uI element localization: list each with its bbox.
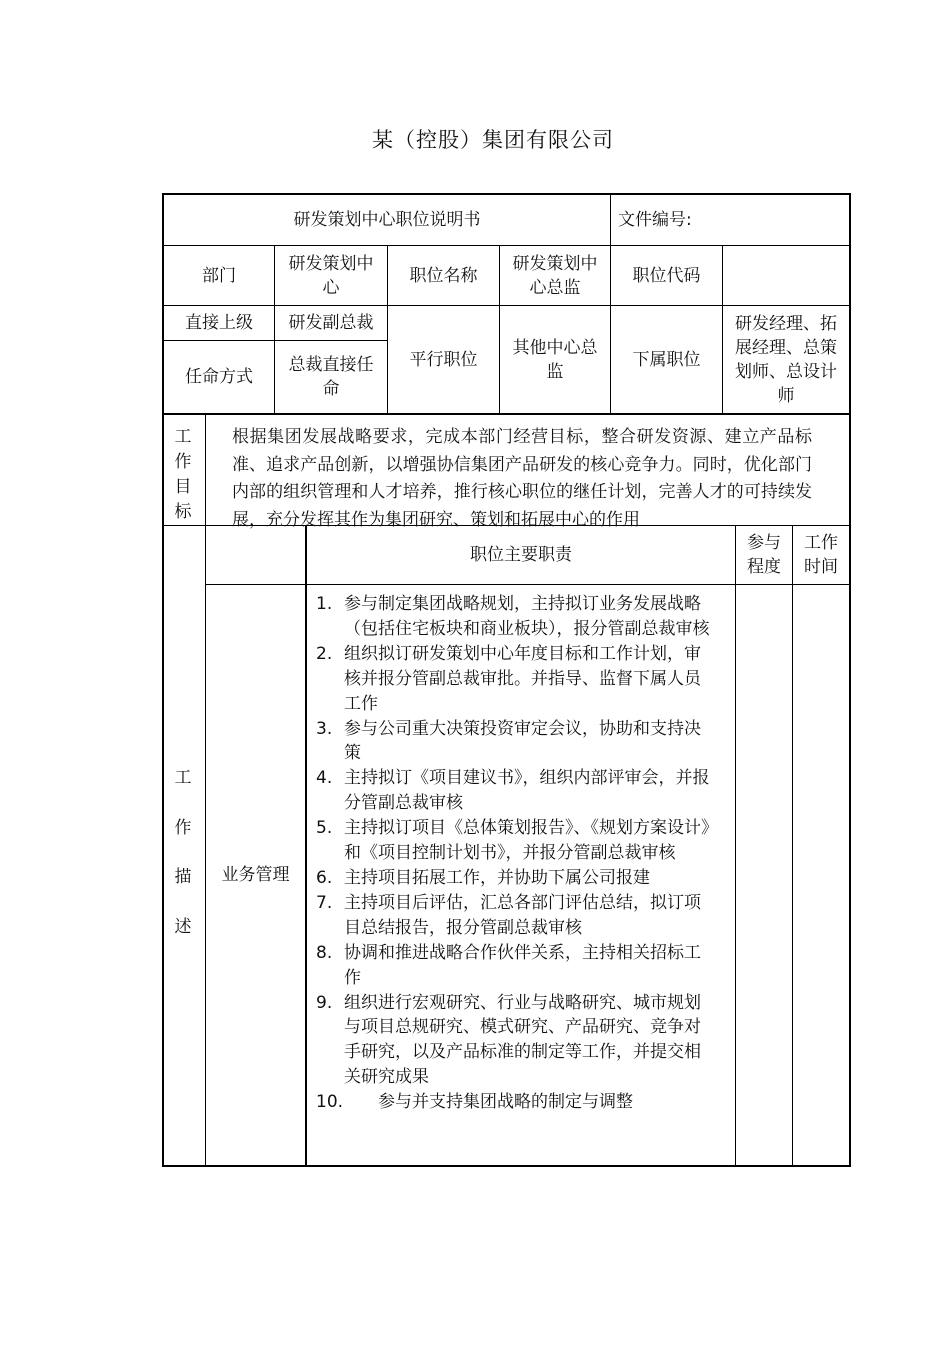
duty-number: 7. [316,892,333,913]
category-label: 业务管理 [221,865,290,885]
description-label-char: 作 [174,818,192,838]
duty-text: 组织进行宏观研究、行业与战略研究、城市规划与项目总规研究、模式研究、产品研究、竞争对手研究，以及产品标准的制定等工作，并提交相关研究成果 [344,992,701,1088]
code-label: 职位代码 [632,265,701,286]
duties-column-header: 职位主要职责 [470,545,572,565]
duty-item [316,816,716,866]
superior-value: 研发副总裁 [288,313,374,333]
goal-label-char: 工 [174,427,192,447]
subordinate-value: 研发经理、拓展经理、总策划师、总设计师 [735,313,837,406]
parallel-label: 平行职位 [409,349,478,370]
duty-text: 参与制定集团战略规划，主持拟订业务发展战略（包括住宅板块和商业板块），报分管副总裁审核 [344,594,710,639]
description-label-char: 描 [174,867,192,887]
participation-column-header: 参与程度 [747,533,781,577]
duty-item [316,991,716,1091]
goal-label-char: 目 [174,477,192,497]
duty-number: 4. [316,768,333,789]
appoint-label: 任命方式 [185,367,253,387]
duty-item [316,1090,716,1115]
table-border-right [849,193,851,1167]
duty-number: 2. [316,643,333,664]
duty-text: 主持项目后评估，汇总各部门评估总结，拟订项目总结报告，报分管副总裁审核 [344,892,701,938]
duty-number: 9. [316,992,333,1013]
work-time-column-header: 工作时间 [804,533,838,577]
description-label-char: 工 [174,768,192,788]
company-title: 某（控股）集团有限公司 [372,128,614,152]
col-divider [735,525,736,1167]
duty-item [316,642,716,717]
duty-number: 3. [316,718,333,739]
file-number-label: 文件编号: [618,210,692,230]
dept-label: 部门 [202,265,236,286]
duty-number: 1. [316,594,333,614]
duties-list [316,592,716,1115]
duty-number: 10. [316,1092,344,1113]
description-label-char: 述 [174,917,192,937]
superior-label: 直接上级 [185,313,253,333]
duty-text: 主持项目拓展工作，并协助下属公司报建 [344,867,650,888]
duty-text: 组织拟订研发策划中心年度目标和工作计划，审核并报分管副总裁审批。并指导、监督下属人员工作 [344,643,701,714]
duty-item [316,592,716,642]
appoint-value: 总裁直接任命 [288,355,374,399]
doc-title: 研发策划中心职位说明书 [293,210,481,230]
goal-text: 根据集团发展战略要求，完成本部门经营目标，整合研发资源、建立产品标准、追求产品创新，以增强协信集团产品研发的核心竞争力。同时，优化部门内部的组织管理和人才培养，推行核心职位的继任计划，完善人才的可持续发展，充分发挥其作为集团研究、策划和拓展中心的作用 [232,427,812,530]
col-divider [305,525,307,1167]
position-label: 职位名称 [409,265,478,286]
duty-item [316,717,716,767]
table-border-bottom [162,1165,851,1167]
col-divider [610,193,611,246]
goal-label-char: 作 [174,452,192,472]
duty-text: 参与并支持集团战略的制定与调整 [378,1092,633,1113]
duty-item [316,941,716,991]
position-value: 研发策划中心总监 [512,253,598,298]
subordinate-label: 下属职位 [632,349,701,370]
col-divider [792,525,793,1167]
duty-number: 8. [316,942,333,963]
goal-label-char: 标 [174,502,192,522]
duty-text: 主持拟订项目《总体策划报告》、《规划方案设计》和《项目控制计划书》，并报分管副总裁审核 [344,818,710,864]
dept-value: 研发策划中心 [288,253,374,298]
duty-text: 参与公司重大决策投资审定会议，协助和支持决策 [344,718,701,764]
row-divider [162,413,851,415]
duty-item [316,866,716,891]
code-value [723,246,849,305]
duty-text: 协调和推进战略合作伙伴关系，主持相关招标工作 [344,942,701,988]
duty-item [316,891,716,941]
duty-text: 主持拟订《项目建议书》，组织内部评审会，并报分管副总裁审核 [344,768,710,814]
duty-number: 6. [316,867,333,888]
duty-item [316,766,716,816]
duty-number: 5. [316,818,333,839]
parallel-value: 其他中心总监 [512,337,598,382]
